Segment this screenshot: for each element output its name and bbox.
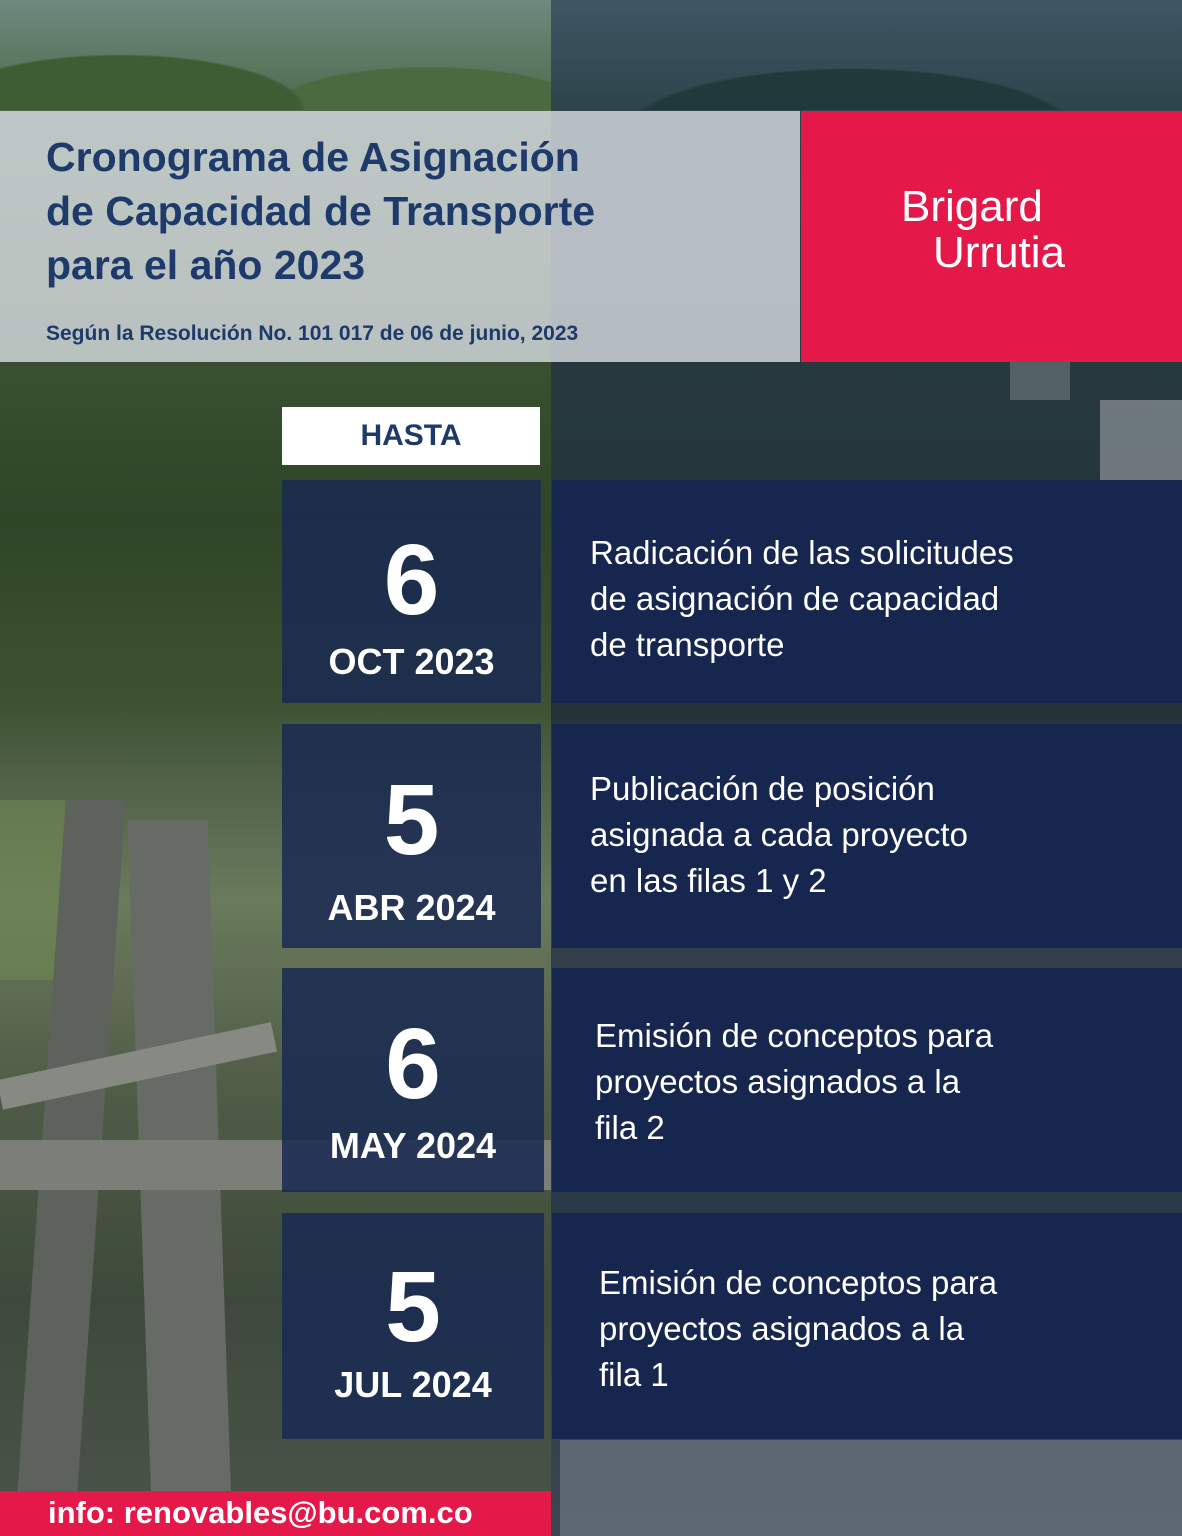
- page-title: [46, 130, 786, 292]
- description-line: asignada a cada proyecto: [590, 816, 968, 853]
- contact-email-link[interactable]: info: renovables@bu.com.co: [48, 1495, 473, 1530]
- description-line: Radicación de las solicitudes: [590, 534, 1014, 571]
- date-day: 6: [385, 1008, 441, 1120]
- contact-footer: [0, 1491, 551, 1536]
- description-line: fila 1: [599, 1356, 669, 1393]
- date-day: 5: [383, 764, 440, 876]
- mountain-shape-left: [0, 0, 551, 110]
- title-line-1: Cronograma de Asignación: [46, 134, 580, 180]
- description-text: [590, 766, 968, 904]
- date-box-3: [282, 968, 544, 1192]
- description-text: [595, 1013, 993, 1151]
- date-day: 5: [385, 1251, 441, 1363]
- date-month-year: JUL 2024: [334, 1364, 492, 1405]
- date-month-year: ABR 2024: [327, 887, 496, 928]
- description-text: [599, 1260, 997, 1398]
- description-line: de transporte: [590, 626, 785, 663]
- title-line-2: de Capacidad de Transporte: [46, 188, 596, 234]
- page-subtitle: Según la Resolución No. 101 017 de 06 de junio, 2023: [46, 322, 579, 345]
- description-line: fila 2: [595, 1109, 665, 1146]
- description-box-4: [552, 1213, 1182, 1439]
- date-month-year: MAY 2024: [329, 1125, 497, 1166]
- date-box-4: [282, 1213, 544, 1439]
- brand-panel: [801, 111, 1182, 362]
- hasta-label: HASTA: [282, 407, 540, 465]
- building-2: [1010, 360, 1070, 400]
- brand-line-1: Brigard: [901, 182, 1043, 231]
- date-month-year: OCT 2023: [328, 641, 495, 682]
- description-line: proyectos asignados a la: [599, 1310, 965, 1347]
- mountain-shape-right: [551, 0, 1182, 110]
- description-box-2: [552, 724, 1182, 948]
- description-line: Emisión de conceptos para: [595, 1017, 994, 1054]
- description-line: Publicación de posición: [590, 770, 935, 807]
- date-box-2: [282, 724, 541, 948]
- description-text: [590, 530, 1014, 668]
- description-line: en las filas 1 y 2: [590, 862, 827, 899]
- brand-line-2: Urrutia: [933, 228, 1066, 277]
- description-box-3: [552, 968, 1182, 1192]
- description-box-1: [552, 480, 1182, 703]
- brand-logo: [901, 184, 1065, 276]
- description-line: de asignación de capacidad: [590, 580, 1000, 617]
- description-line: proyectos asignados a la: [595, 1063, 961, 1100]
- date-day: 6: [383, 524, 440, 636]
- building-1: [1100, 400, 1182, 480]
- description-line: Emisión de conceptos para: [599, 1264, 998, 1301]
- title-line-3: para el año 2023: [46, 242, 366, 288]
- city-buildings: [560, 1440, 1182, 1536]
- date-box-1: [282, 480, 541, 703]
